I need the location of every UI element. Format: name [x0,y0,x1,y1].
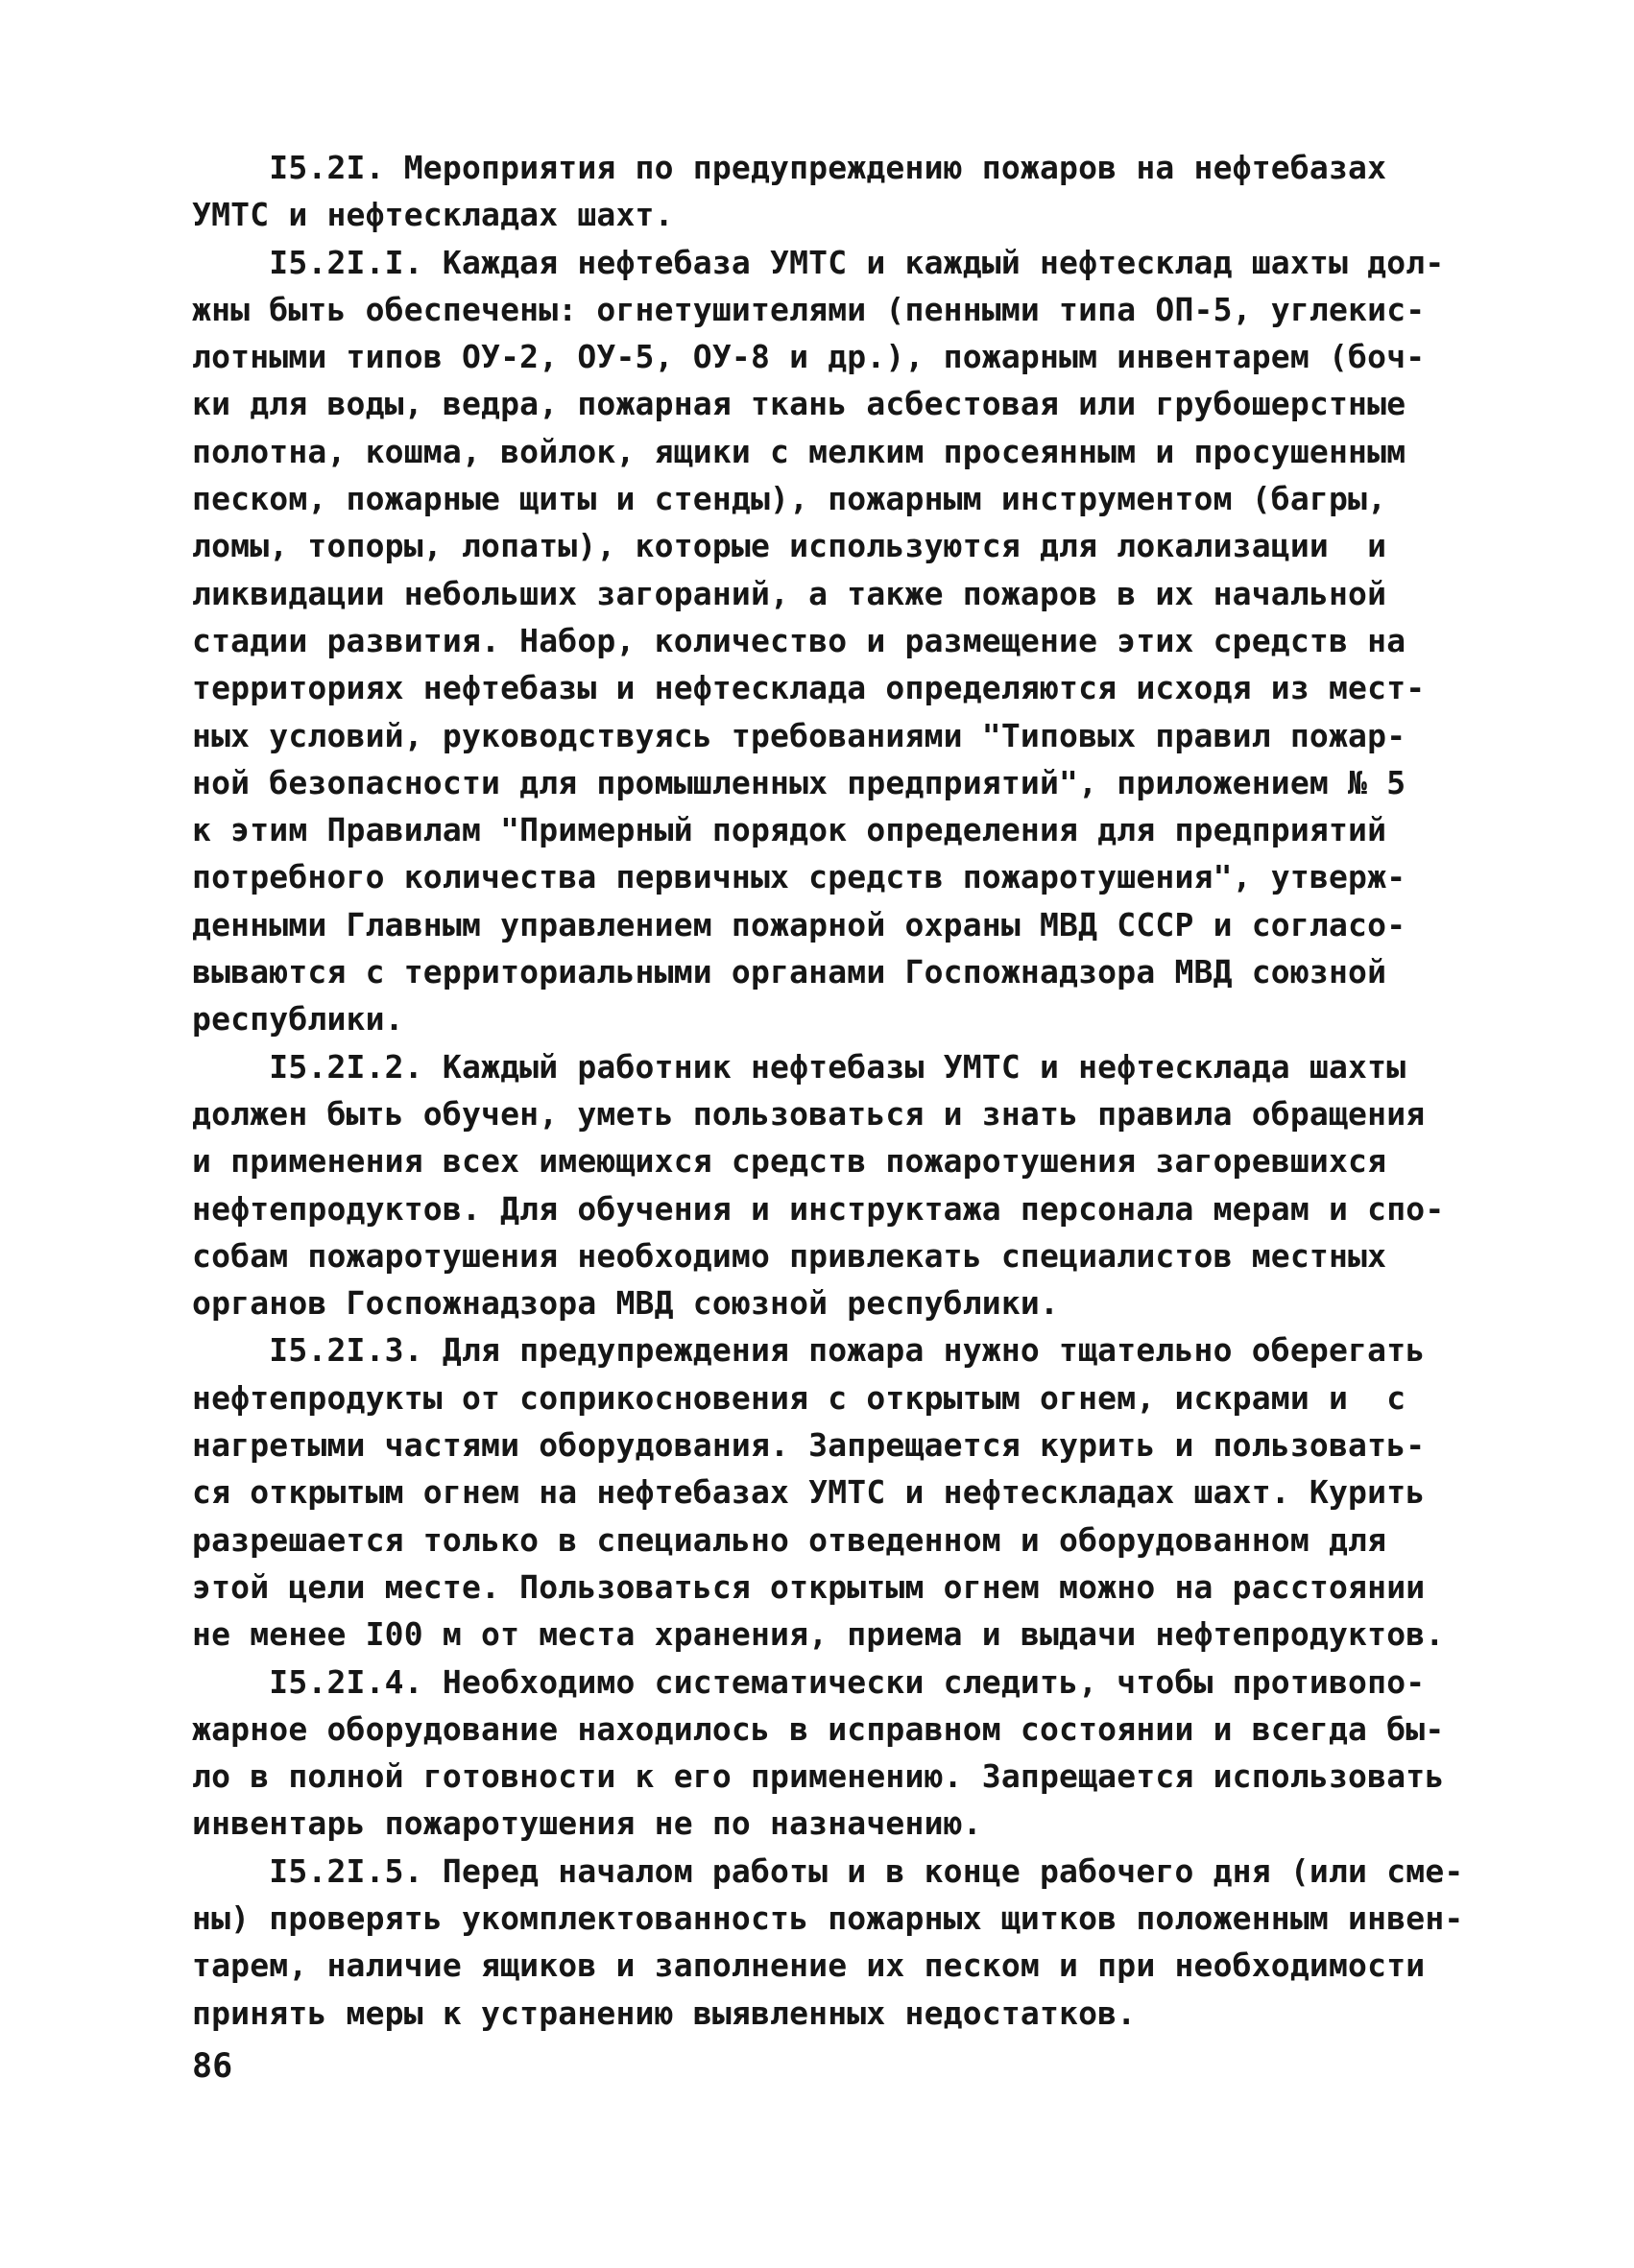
text-line: ны) проверять укомплектованность пожарных щитков положенным инвен- [192,1898,1464,1937]
text-line: потребного количества первичных средств пожаротушения", утверж- [192,858,1406,896]
text-line: полотна, кошма, войлок, ящики с мелким просеянным и просушенным [192,432,1406,470]
text-line: этой цели месте. Пользоваться открытым огнем можно на расстоянии [192,1567,1426,1606]
text-line: ной безопасности для промышленных предприятий", приложением № 5 [192,763,1406,801]
text-line: лотными типов ОУ-2, ОУ-5, ОУ-8 и др.), пожарным инвентарем (боч- [192,338,1426,376]
text-line: органов Госпожнадзора МВД союзной республики. [192,1284,1060,1323]
text-line: I5.2I.2. Каждый работник нефтебазы УМТС и нефтесклада шахты [192,1047,1406,1086]
text-line: нефтепродуктов. Для обучения и инструктажа персонала мерам и спо- [192,1189,1445,1228]
text-line: вываются с территориальными органами Госпожнадзора МВД союзной [192,953,1387,991]
text-line: территориях нефтебазы и нефтесклада определяются исходя из мест- [192,669,1426,707]
text-line: нефтепродукты от соприкосновения с открытым огнем, искрами и с [192,1378,1406,1417]
text-line: жны быть обеспечены: огнетушителями (пенными типа ОП-5, углекис- [192,290,1426,328]
text-line: денными Главным управлением пожарной охраны МВД СССР и согласо- [192,905,1406,943]
text-line: I5.2I. Мероприятия по предупреждению пожаров на нефтебазах [192,149,1387,186]
text-line: к этим Правилам "Примерный порядок определения для предприятий [192,811,1387,849]
text-line: жарное оборудование находилось в исправном состоянии и всегда бы- [192,1709,1445,1748]
text-line: инвентарь пожаротушения не по назначению. [192,1804,982,1843]
text-line: принять меры к устранению выявленных недостатков. [192,1993,1137,2032]
body-text [192,144,1464,2037]
text-line: собам пожаротушения необходимо привлекать специалистов местных [192,1236,1387,1275]
text-line: песком, пожарные щиты и стенды), пожарным инструментом (багры, [192,480,1387,518]
text-line: I5.2I.5. Перед началом работы и в конце рабочего дня (или сме- [192,1851,1464,1890]
text-line: ло в полной готовности к его применению. Запрещается использовать [192,1757,1445,1796]
page-number: 86 [192,2047,233,2086]
text-line: ки для воды, ведра, пожарная ткань асбестовая или грубошерстные [192,385,1406,423]
text-line: УМТС и нефтескладах шахт. [192,196,674,234]
text-line: I5.2I.I. Каждая нефтебаза УМТС и каждый нефтесклад шахты дол- [192,243,1445,281]
text-line: разрешается только в специально отведенном и оборудованном для [192,1520,1387,1559]
text-line: ных условий, руководствуясь требованиями "Типовых правил пожар- [192,716,1406,754]
text-line: не менее I00 м от места хранения, приема и выдачи нефтепродуктов. [192,1615,1445,1654]
text-line: I5.2I.4. Необходимо систематически следить, чтобы противопо- [192,1662,1426,1701]
text-line: ся открытым огнем на нефтебазах УМТС и нефтескладах шахт. Курить [192,1473,1426,1512]
text-line: и применения всех имеющихся средств пожаротушения загоревшихся [192,1142,1387,1181]
text-line: тарем, наличие ящиков и заполнение их песком и при необходимости [192,1946,1426,1985]
text-line: должен быть обучен, уметь пользоваться и знать правила обращения [192,1094,1426,1133]
text-line: ликвидации небольших загораний, а также пожаров в их начальной [192,574,1387,612]
text-line: стадии развития. Набор, количество и размещение этих средств на [192,621,1406,659]
text-line: республики. [192,1000,404,1039]
text-line: нагретыми частями оборудования. Запрещается курить и пользовать- [192,1426,1426,1465]
text-line: I5.2I.3. Для предупреждения пожара нужно тщательно оберегать [192,1331,1426,1370]
text-line: ломы, топоры, лопаты), которые используются для локализации и [192,527,1387,565]
